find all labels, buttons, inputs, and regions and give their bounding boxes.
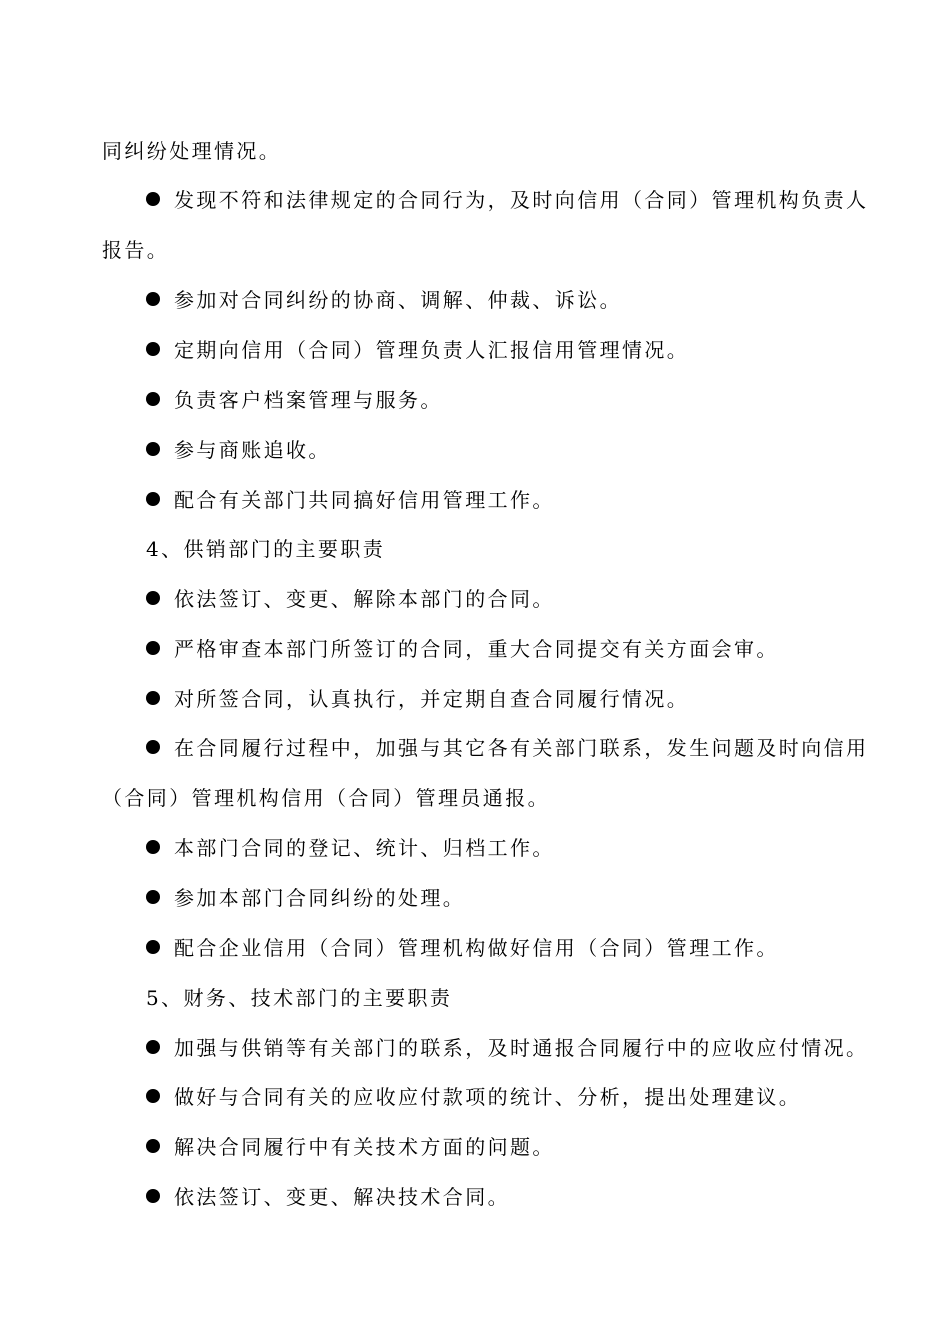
bullet-icon (146, 442, 160, 456)
bullet-item (146, 287, 926, 313)
bullet-icon (146, 492, 160, 506)
bullet-item (146, 387, 926, 413)
bullet-icon (146, 641, 160, 655)
line-text: 参与商账追收。 (174, 438, 331, 462)
bullet-icon (146, 940, 160, 954)
bullet-item (146, 835, 926, 861)
bullet-item (146, 636, 926, 662)
bullet-item (146, 437, 926, 463)
text-line (102, 138, 882, 164)
bullet-item (146, 1084, 926, 1110)
bullet-item (146, 935, 926, 961)
bullet-icon (146, 840, 160, 854)
text-line (102, 785, 882, 811)
bullet-item (146, 337, 926, 363)
line-text: 本部门合同的登记、统计、归档工作。 (174, 836, 555, 860)
section-heading (146, 536, 926, 562)
bullet-item (146, 686, 926, 712)
line-text: 同纠纷处理情况。 (102, 139, 282, 163)
bullet-icon (146, 740, 160, 754)
line-text: 报告。 (102, 238, 170, 262)
line-text: 依法签订、变更、解除本部门的合同。 (174, 587, 555, 611)
line-text: 依法签订、变更、解决技术合同。 (174, 1185, 510, 1209)
line-text: 配合有关部门共同搞好信用管理工作。 (174, 488, 555, 512)
line-text: 解决合同履行中有关技术方面的问题。 (174, 1135, 555, 1159)
line-text: 负责客户档案管理与服务。 (174, 388, 443, 412)
bullet-item (146, 1035, 926, 1061)
bullet-icon (146, 192, 160, 206)
bullet-item (146, 735, 926, 761)
bullet-icon (146, 890, 160, 904)
line-text: 参加本部门合同纠纷的处理。 (174, 886, 466, 910)
bullet-item (146, 487, 926, 513)
bullet-icon (146, 392, 160, 406)
line-text: 加强与供销等有关部门的联系，及时通报合同履行中的应收应付情况。 (174, 1036, 869, 1060)
line-text: （合同）管理机构信用（合同）管理员通报。 (102, 786, 550, 810)
line-text: 参加对合同纠纷的协商、调解、仲裁、诉讼。 (174, 288, 622, 312)
bullet-item (146, 187, 926, 213)
line-text: 在合同履行过程中，加强与其它各有关部门联系，发生问题及时向信用 (174, 736, 869, 760)
bullet-icon (146, 691, 160, 705)
bullet-icon (146, 342, 160, 356)
bullet-item (146, 1184, 926, 1210)
text-line (102, 237, 882, 263)
bullet-icon (146, 292, 160, 306)
bullet-icon (146, 1139, 160, 1153)
line-text: 严格审查本部门所签订的合同，重大合同提交有关方面会审。 (174, 637, 779, 661)
line-text: 发现不符和法律规定的合同行为，及时向信用（合同）管理机构负责人 (174, 188, 869, 212)
line-text: 5、财务、技术部门的主要职责 (146, 986, 453, 1010)
bullet-item (146, 586, 926, 612)
line-text: 4、供销部门的主要职责 (146, 537, 386, 561)
bullet-item (146, 1134, 926, 1160)
line-text: 定期向信用（合同）管理负责人汇报信用管理情况。 (174, 338, 690, 362)
line-text: 做好与合同有关的应收应付款项的统计、分析，提出处理建议。 (174, 1085, 802, 1109)
bullet-item (146, 885, 926, 911)
bullet-icon (146, 1089, 160, 1103)
bullet-icon (146, 591, 160, 605)
bullet-icon (146, 1040, 160, 1054)
line-text: 对所签合同，认真执行，并定期自查合同履行情况。 (174, 687, 690, 711)
section-heading (146, 985, 926, 1011)
line-text: 配合企业信用（合同）管理机构做好信用（合同）管理工作。 (174, 936, 779, 960)
bullet-icon (146, 1189, 160, 1203)
